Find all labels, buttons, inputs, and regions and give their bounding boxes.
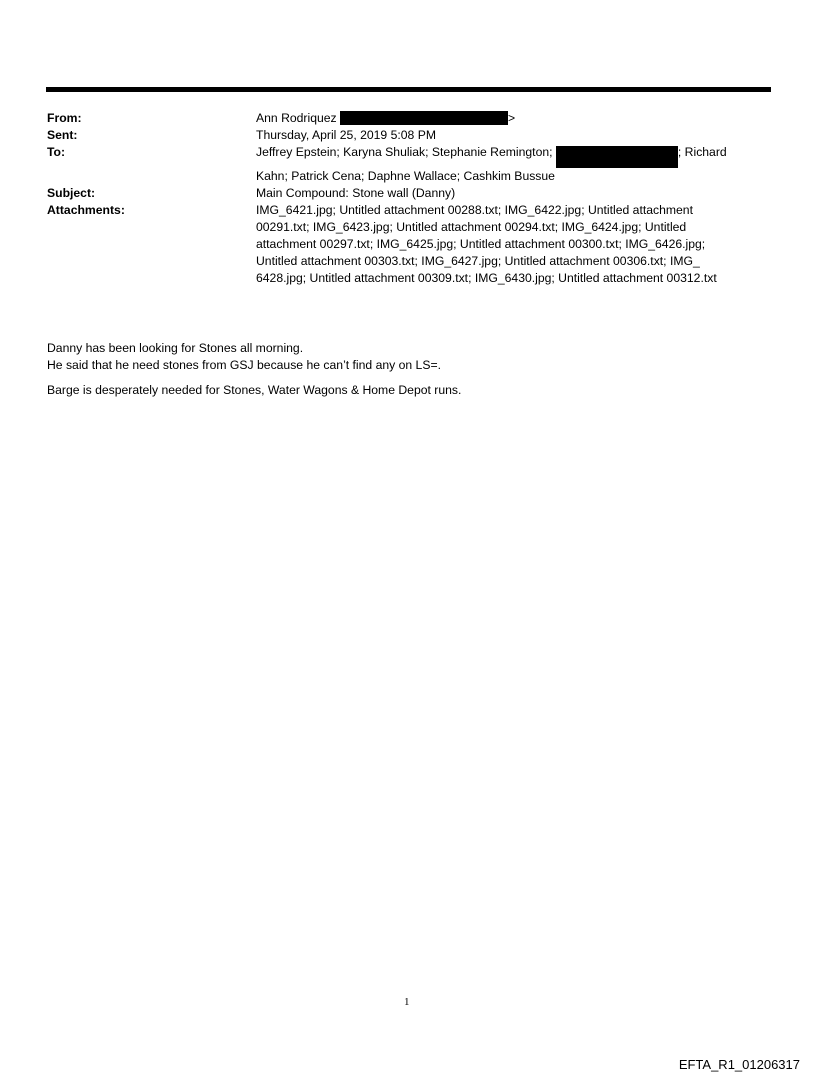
email-body [47, 340, 461, 399]
subject-label: Subject: [47, 186, 96, 200]
attachments-line: attachment 00297.txt; IMG_6425.jpg; Untitled attachment 00300.txt; IMG_6426.jpg; [256, 237, 706, 251]
from-name: Ann Rodriquez [256, 111, 337, 125]
body-line: He said that he need stones from GSJ because he can’t find any on LS=. [47, 358, 441, 372]
redaction-box [556, 146, 678, 168]
attachments-label: Attachments: [47, 203, 125, 217]
subject-value: Main Compound: Stone wall (Danny) [256, 186, 456, 200]
sent-label: Sent: [47, 128, 78, 142]
attachments-line: IMG_6421.jpg; Untitled attachment 00288.txt; IMG_6422.jpg; Untitled attachment [256, 203, 693, 217]
document-id: EFTA_R1_01206317 [678, 1057, 800, 1072]
attachments-row [47, 202, 777, 287]
from-suffix: > [508, 111, 516, 125]
sent-value: Thursday, April 25, 2019 5:08 PM [256, 128, 436, 142]
attachments-line: Untitled attachment 00303.txt; IMG_6427.jpg; Untitled attachment 00306.txt; IMG_ [256, 254, 700, 268]
body-line: Barge is desperately needed for Stones, Water Wagons & Home Depot runs. [47, 383, 462, 397]
attachments-list [256, 202, 777, 287]
from-label: From: [47, 111, 82, 125]
sent-row [47, 127, 777, 144]
redaction-box [340, 111, 508, 125]
from-row [47, 110, 777, 127]
subject-row [47, 185, 777, 202]
header-rule [46, 87, 771, 92]
to-recipients-3: Kahn; Patrick Cena; Daphne Wallace; Cashkim Bussue [256, 169, 555, 183]
to-row [47, 144, 777, 185]
email-header [47, 110, 777, 287]
to-recipients-2: ; Richard [677, 145, 727, 159]
page-number: 1 [404, 996, 410, 1008]
body-line: Danny has been looking for Stones all morning. [47, 341, 304, 355]
attachments-line: 6428.jpg; Untitled attachment 00309.txt; IMG_6430.jpg; Untitled attachment 00312.txt [256, 271, 717, 285]
to-recipients-1: Jeffrey Epstein; Karyna Shuliak; Stephanie Remington; [256, 145, 553, 159]
attachments-line: 00291.txt; IMG_6423.jpg; Untitled attachment 00294.txt; IMG_6424.jpg; Untitled [256, 220, 687, 234]
to-label: To: [47, 145, 66, 159]
